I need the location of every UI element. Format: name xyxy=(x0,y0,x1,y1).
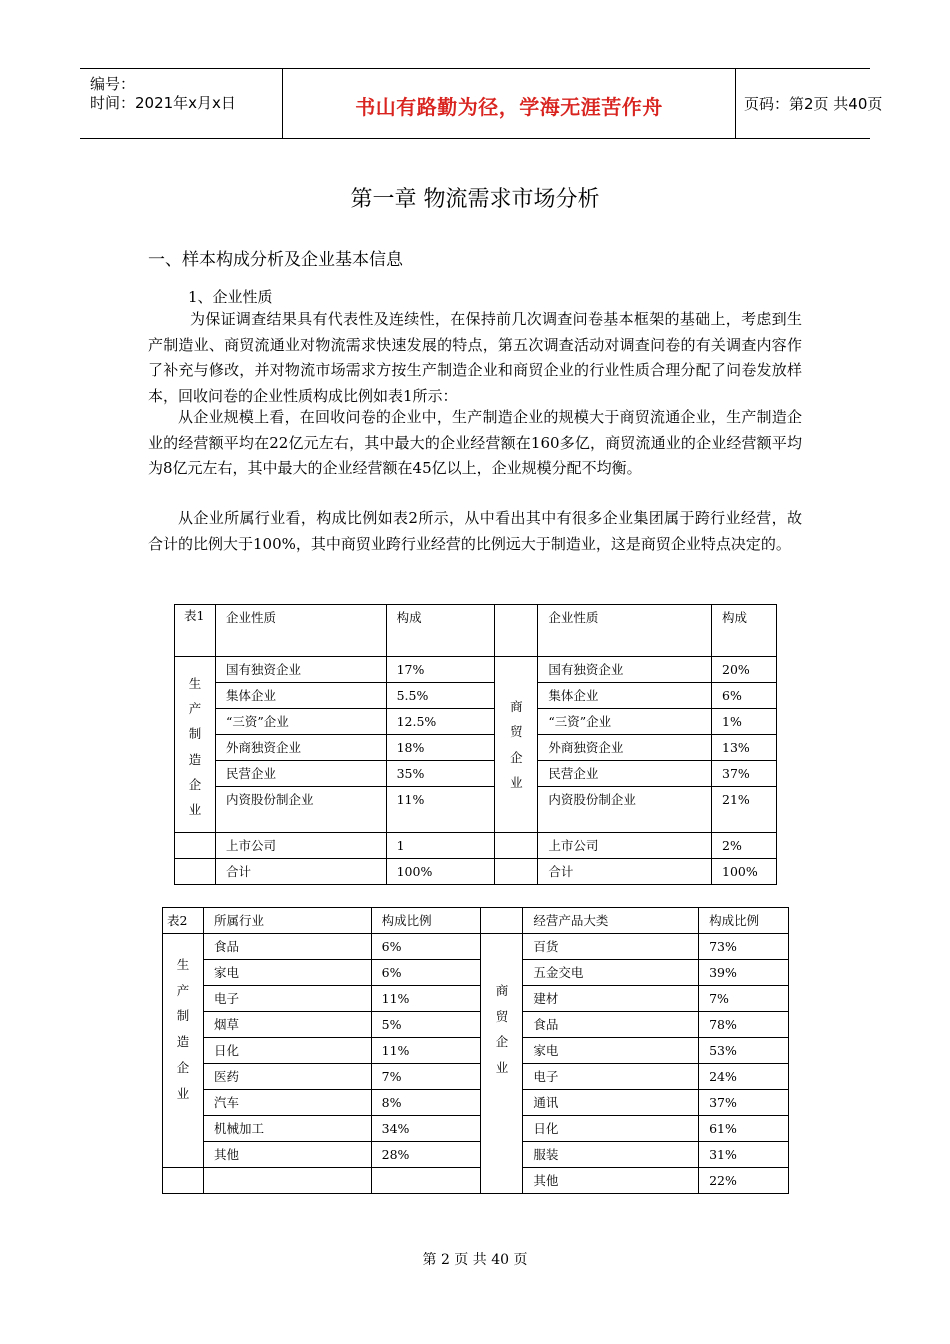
table-row xyxy=(175,761,777,787)
table-cell: 6% xyxy=(371,960,481,986)
table-cell: 内资股份制企业 xyxy=(538,787,712,833)
table-cell xyxy=(203,1168,371,1194)
table-cell: “三资”企业 xyxy=(538,709,712,735)
page-footer: 第 2 页 共 40 页 xyxy=(422,1252,528,1268)
table-cell: 民营企业 xyxy=(215,761,386,787)
table-cell: 18% xyxy=(386,735,495,761)
header-meta xyxy=(80,69,282,138)
table-cell: 内资股份制企业 xyxy=(215,787,386,833)
column-header: 构成比例 xyxy=(699,908,789,934)
table-cell: 1 xyxy=(386,833,495,859)
table-row xyxy=(163,986,789,1012)
table-row xyxy=(163,1064,789,1090)
column-header: 构成比例 xyxy=(371,908,481,934)
table-cell: 61% xyxy=(699,1116,789,1142)
table-cell: 22% xyxy=(699,1168,789,1194)
table-cell: 食品 xyxy=(523,1012,699,1038)
table-cell: 73% xyxy=(699,934,789,960)
page-header xyxy=(80,68,883,139)
table-cell: “三资”企业 xyxy=(215,709,386,735)
table-cell: 7% xyxy=(371,1064,481,1090)
table-row xyxy=(175,859,777,885)
table-cell: 食品 xyxy=(203,934,371,960)
table-cell: 烟草 xyxy=(203,1012,371,1038)
table-cell: 7% xyxy=(699,986,789,1012)
table-cell: 上市公司 xyxy=(215,833,386,859)
table-cell: 通讯 xyxy=(523,1090,699,1116)
table-cell: 24% xyxy=(699,1064,789,1090)
table-2 xyxy=(162,907,789,1194)
table-cell: 其他 xyxy=(523,1168,699,1194)
group-label-commerce: 商贸企业 xyxy=(481,934,523,1194)
table-cell: 日化 xyxy=(523,1116,699,1142)
column-header: 所属行业 xyxy=(203,908,371,934)
section-title: 一、样本构成分析及企业基本信息 xyxy=(148,250,403,270)
table-cell: 13% xyxy=(712,735,777,761)
table-cell: 35% xyxy=(386,761,495,787)
table-cell: 电子 xyxy=(523,1064,699,1090)
table-cell: 国有独资企业 xyxy=(538,657,712,683)
table-1 xyxy=(174,604,777,885)
table-cell: 服装 xyxy=(523,1142,699,1168)
table-label: 表2 xyxy=(163,908,204,934)
table-row xyxy=(163,1142,789,1168)
document-number-label: 编号： xyxy=(90,75,136,93)
table-cell: 电子 xyxy=(203,986,371,1012)
empty-cell xyxy=(495,859,538,885)
column-header: 经营产品大类 xyxy=(523,908,699,934)
table-cell: 37% xyxy=(699,1090,789,1116)
table-cell: 外商独资企业 xyxy=(538,735,712,761)
table-cell: 国有独资企业 xyxy=(215,657,386,683)
header-motto-cell xyxy=(282,69,736,138)
table-cell: 日化 xyxy=(203,1038,371,1064)
table-cell: 机械加工 xyxy=(203,1116,371,1142)
table-cell: 31% xyxy=(699,1142,789,1168)
group-label-commerce: 商贸企业 xyxy=(495,657,538,833)
subsection-title: 1、企业性质 xyxy=(188,288,273,306)
table-cell: 家电 xyxy=(203,960,371,986)
document-time: 时间：2021年x月x日 xyxy=(90,94,236,112)
table-cell: 17% xyxy=(386,657,495,683)
table-row xyxy=(163,1168,789,1194)
empty-cell xyxy=(495,833,538,859)
header-page-number: 页码：第2页 共40页 xyxy=(744,95,883,113)
paragraph-3: 从企业所属行业看，构成比例如表2所示，从中看出其中有很多企业集团属于跨行业经营，故合计的比例大于100%，其中商贸业跨行业经营的比例远大于制造业，这是商贸企业特点决定的。 xyxy=(148,509,802,553)
table-cell: 上市公司 xyxy=(538,833,712,859)
table-cell: 21% xyxy=(712,787,777,833)
table-header-row xyxy=(163,908,789,934)
table-cell: 11% xyxy=(386,787,495,833)
table-cell: 12.5% xyxy=(386,709,495,735)
table-row xyxy=(175,709,777,735)
empty-cell xyxy=(163,1168,204,1194)
table-cell: 6% xyxy=(371,934,481,960)
table-cell: 100% xyxy=(386,859,495,885)
table-cell: 1% xyxy=(712,709,777,735)
table-cell: 34% xyxy=(371,1116,481,1142)
table-cell: 五金交电 xyxy=(523,960,699,986)
table-row xyxy=(175,683,777,709)
table-label: 表1 xyxy=(175,605,216,657)
table-row xyxy=(163,960,789,986)
table-cell: 28% xyxy=(371,1142,481,1168)
table-cell: 5% xyxy=(371,1012,481,1038)
table-cell: 百货 xyxy=(523,934,699,960)
table-cell: 汽车 xyxy=(203,1090,371,1116)
table-cell: 11% xyxy=(371,1038,481,1064)
header-page-cell xyxy=(736,69,883,138)
table-cell: 11% xyxy=(371,986,481,1012)
table-cell: 合计 xyxy=(215,859,386,885)
table-row xyxy=(163,1116,789,1142)
empty-cell xyxy=(175,833,216,859)
table-cell: 5.5% xyxy=(386,683,495,709)
table-row xyxy=(163,1038,789,1064)
chapter-title: 第一章 物流需求市场分析 xyxy=(350,187,600,212)
table-cell: 20% xyxy=(712,657,777,683)
table-cell: 家电 xyxy=(523,1038,699,1064)
table-cell: 2% xyxy=(712,833,777,859)
table-cell: 39% xyxy=(699,960,789,986)
table-cell: 建材 xyxy=(523,986,699,1012)
group-label-manufacturing: 生产制造企业 xyxy=(175,657,216,833)
table-cell xyxy=(371,1168,481,1194)
empty-cell xyxy=(495,605,538,657)
table-row xyxy=(175,833,777,859)
table-row xyxy=(163,1012,789,1038)
column-header: 构成 xyxy=(386,605,495,657)
table-row xyxy=(163,1090,789,1116)
table-cell: 外商独资企业 xyxy=(215,735,386,761)
table-cell: 民营企业 xyxy=(538,761,712,787)
table-cell: 其他 xyxy=(203,1142,371,1168)
table-cell: 100% xyxy=(712,859,777,885)
table-cell: 53% xyxy=(699,1038,789,1064)
column-header: 企业性质 xyxy=(215,605,386,657)
paragraph-2: 从企业规模上看，在回收问卷的企业中，生产制造企业的规模大于商贸流通企业，生产制造企业的经营额平均在22亿元左右，其中最大的企业经营额在160多亿，商贸流通业的企业经营额平均为8亿元左右，其中最大的企业经营额在45亿以上，企业规模分配不均衡。 xyxy=(148,408,802,478)
table-row xyxy=(175,787,777,833)
paragraph-1: 为保证调查结果具有代表性及连续性，在保持前几次调查问卷基本框架的基础上，考虑到生产制造业、商贸流通业对物流需求快速发展的特点，第五次调查活动对调查问卷的有关调查内容作了补充与修改，并对物流市场需求方按生产制造企业和商贸企业的行业性质合理分配了问卷发放样本，回收问卷的企业性质构成比例如表1所示： xyxy=(148,310,802,405)
table-cell: 8% xyxy=(371,1090,481,1116)
table-cell: 集体企业 xyxy=(215,683,386,709)
table-cell: 37% xyxy=(712,761,777,787)
table-header-row xyxy=(175,605,777,657)
table-cell: 78% xyxy=(699,1012,789,1038)
table-row xyxy=(175,657,777,683)
empty-cell xyxy=(175,859,216,885)
table-cell: 6% xyxy=(712,683,777,709)
group-label-manufacturing: 生产制造企业 xyxy=(163,934,204,1168)
empty-cell xyxy=(481,908,523,934)
table-row xyxy=(163,934,789,960)
table-cell: 医药 xyxy=(203,1064,371,1090)
table-row xyxy=(175,735,777,761)
header-motto: 书山有路勤为径，学海无涯苦作舟 xyxy=(355,95,663,119)
table-cell: 集体企业 xyxy=(538,683,712,709)
table-cell: 合计 xyxy=(538,859,712,885)
column-header: 企业性质 xyxy=(538,605,712,657)
column-header: 构成 xyxy=(712,605,777,657)
